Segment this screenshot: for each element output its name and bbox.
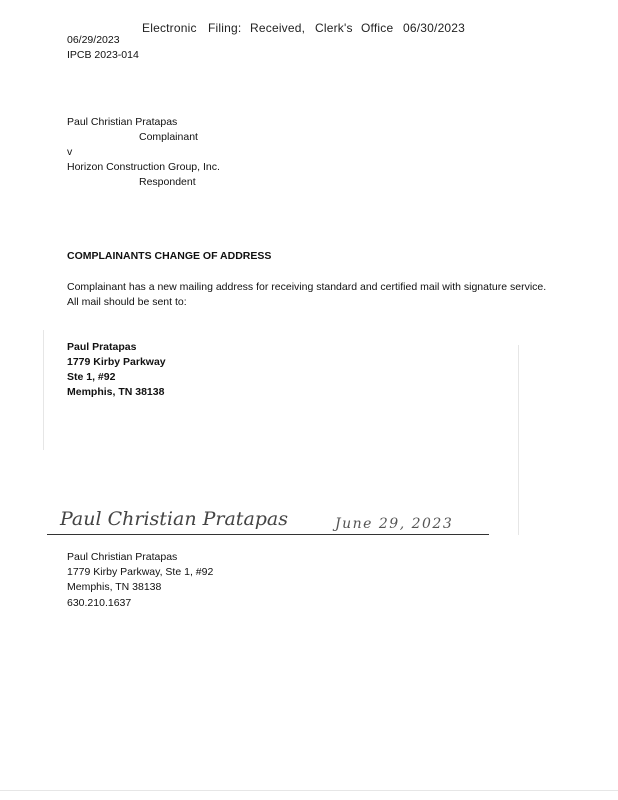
stamp-electronic: Electronic	[142, 21, 197, 35]
stamp-received: Received,	[250, 21, 306, 35]
respondent-name: Horizon Construction Group, Inc.	[67, 161, 220, 173]
signature-line	[47, 534, 329, 535]
stamp-filing: Filing:	[208, 21, 242, 35]
case-number: IPCB 2023-014	[67, 49, 139, 61]
address-city: Memphis, TN 38138	[67, 386, 165, 398]
signer-name: Paul Christian Pratapas	[67, 551, 178, 563]
signer-phone: 630.210.1637	[67, 597, 132, 609]
signer-address: 1779 Kirby Parkway, Ste 1, #92	[67, 566, 214, 578]
stamp-office: Office	[361, 21, 394, 35]
stamp-clerks: Clerk's	[315, 21, 353, 35]
date-line	[329, 534, 489, 535]
notice-title: COMPLAINANTS CHANGE OF ADDRESS	[67, 250, 272, 262]
scan-edge-left	[43, 330, 44, 450]
document-date: 06/29/2023	[67, 34, 120, 46]
signed-date: June 29, 2023	[335, 516, 454, 532]
signer-city: Memphis, TN 38138	[67, 581, 162, 593]
address-name: Paul Pratapas	[67, 341, 137, 353]
address-suite: Ste 1, #92	[67, 371, 116, 383]
scan-edge-right	[518, 345, 519, 535]
respondent-role: Respondent	[139, 176, 196, 188]
signature-image: Paul Christian Pratapas	[60, 508, 289, 530]
complainant-name: Paul Christian Pratapas	[67, 116, 178, 128]
complainant-role: Complainant	[139, 131, 198, 143]
stamp-date: 06/30/2023	[403, 21, 466, 35]
address-street: 1779 Kirby Parkway	[67, 356, 166, 368]
notice-body: Complainant has a new mailing address for receiving standard and certified mail with signature service. All mail should be sent to:	[67, 281, 547, 308]
scan-edge-bottom	[0, 790, 618, 791]
versus: v	[67, 146, 73, 158]
